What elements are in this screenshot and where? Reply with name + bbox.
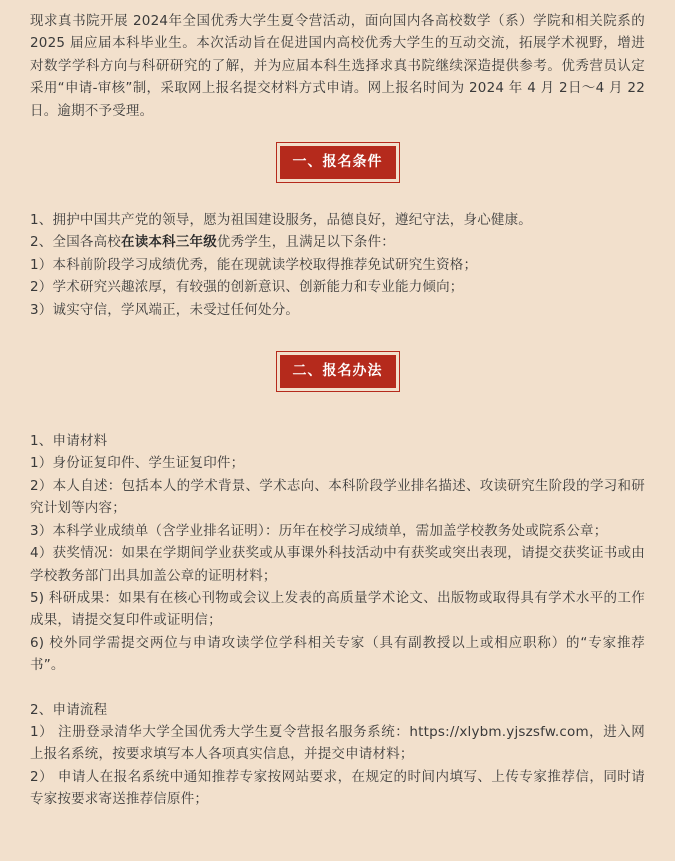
materials-title: 1、申请材料 [30, 433, 108, 450]
condition-2-sub-1: 1）本科前阶段学习成绩优秀，能在现就读学校取得推荐免试研究生资格； [30, 256, 478, 273]
process-item: 2） 申请人在报名系统中通知推荐专家按网站要求，在规定的时间内填写、上传专家推荐信，同时请专家按要求寄送推荐信原件； [30, 768, 645, 808]
intro-paragraph: 现求真书院开展 2024年全国优秀大学生夏令营活动，面向国内各高校数学（系）学院和相关院系的 2025 届应届本科毕业生。本次活动旨在促进国内高校优秀大学生的互动交流，拓展学术视野，增进对数学学科方向与科研研究的了解，并为应届本科生选择求真书院继续深造提供参考。优秀营员认定采用“申请-审核”制，采取网上报名提交材料方式申请。网上报名时间为 2024 年 4 月 2日～4 月 22日。逾期不予受理。 [30, 13, 645, 119]
condition-2-sub-3: 3）诚实守信，学风端正，未受过任何处分。 [30, 301, 300, 318]
condition-1: 1、拥护中国共产党的领导，愿为祖国建设服务，品德良好，遵纪守法，身心健康。 [30, 212, 532, 229]
material-item: 2）本人自述：包括本人的学术背景、学术志向、本科阶段学业排名描述、攻读研究生阶段的学习和研究计划等内容； [30, 477, 645, 517]
process-title: 2、申请流程 [30, 701, 108, 718]
section-heading-2 [30, 351, 645, 392]
material-item: 6) 校外同学需提交两位与申请攻读学位学科相关专家（具有副教授以上或相应职称）的“专家推荐书”。 [30, 634, 645, 674]
condition-2-sub-2: 2）学术研究兴趣浓厚，有较强的创新意识、创新能力和专业能力倾向； [30, 279, 464, 296]
section-heading-1 [30, 142, 645, 183]
condition-2-emphasis: 在读本科三年级 [121, 234, 217, 251]
material-item: 5) 科研成果：如果有在核心刊物或会议上发表的高质量学术论文、出版物或取得具有学术水平的工作成果，请提交复印件或证明信； [30, 589, 645, 629]
section-heading-1-label: 一、报名条件 [280, 146, 396, 179]
process-item: 1） 注册登录清华大学全国优秀大学生夏令营报名服务系统：https://xlybm.yjszsfw.com，进入网上报名系统，按要求填写本人各项真实信息，并提交申请材料； [30, 723, 645, 763]
section-heading-2-label: 二、报名办法 [280, 355, 396, 388]
material-item: 1）身份证复印件、学生证复印件； [30, 455, 245, 472]
material-item: 4）获奖情况：如果在学期间学业获奖或从事课外科技活动中有获奖或突出表现，请提交获奖证书或由学校教务部门出具加盖公章的证明材料； [30, 545, 645, 584]
condition-2: 2、全国各高校在读本科三年级优秀学生，且满足以下条件： [30, 234, 396, 251]
material-item: 3）本科学业成绩单（含学业排名证明）：历年在校学习成绩单，需加盖学校教务处或院系公章； [30, 522, 608, 539]
